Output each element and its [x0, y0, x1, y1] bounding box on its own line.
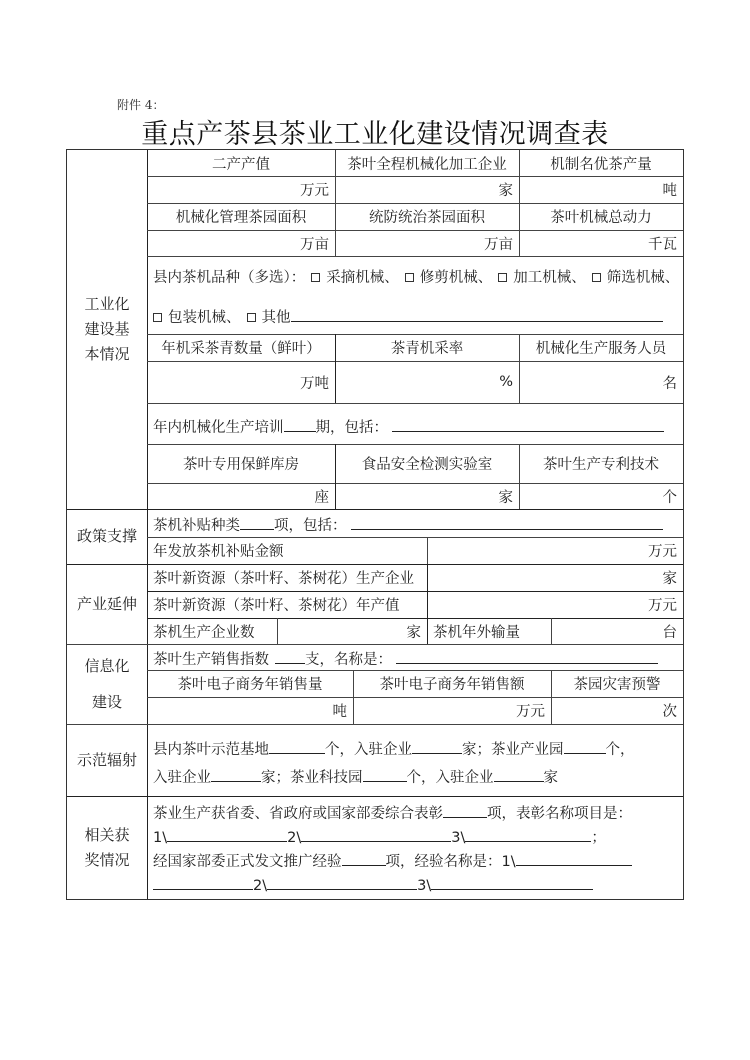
header-food-safety-lab: 食品安全检测实验室: [361, 457, 493, 473]
header-mechanized-garden-area: 机械化管理茶园面积: [175, 210, 307, 226]
award-text: 3\: [417, 878, 432, 894]
input-machine-picked-leaves[interactable]: 万吨: [300, 375, 329, 392]
header-ecommerce-sales: 茶叶电子商务年销售额: [379, 677, 525, 693]
section-label-line: 信息化: [84, 657, 130, 675]
subsidy-line: [153, 514, 663, 535]
awards-line-4: [153, 874, 593, 894]
input-tech-park-enterprises[interactable]: [494, 766, 544, 782]
input-machine-enterprises[interactable]: 家: [406, 624, 421, 641]
award-text: ；: [591, 830, 606, 846]
section-label-line: 相关获: [84, 825, 130, 844]
input-training-sessions[interactable]: [284, 416, 316, 432]
input-machine-picking-rate[interactable]: %: [499, 374, 513, 390]
section-label-industrial: [67, 150, 147, 509]
annual-subsidy-label: 年发放茶机补贴金额: [153, 544, 284, 560]
input-experience-1[interactable]: [516, 850, 632, 866]
input-subsidy-content[interactable]: [351, 514, 663, 530]
demonstration-line-1: [153, 738, 635, 759]
header-ecommerce-volume: 茶叶电子商务年销售量: [177, 677, 323, 693]
section-label-line: 本情况: [84, 344, 130, 363]
option-processing: 加工机械、: [513, 270, 586, 286]
input-ecommerce-sales[interactable]: 万元: [516, 704, 545, 720]
demo-text: 县内茶叶示范基地: [153, 742, 269, 758]
checkbox-pruning[interactable]: [405, 273, 414, 282]
input-experience-3[interactable]: [431, 874, 593, 890]
section-label-line: 奖情况: [84, 850, 130, 869]
demo-text: 家: [543, 770, 558, 786]
checkbox-screening[interactable]: [592, 273, 601, 282]
section-label-text: 产业延伸: [76, 594, 137, 613]
award-text: 2\: [253, 878, 268, 894]
input-new-resource-enterprises[interactable]: 家: [662, 571, 677, 587]
award-text: 项，经验名称是：1\: [385, 854, 516, 870]
section-label-awards: [67, 796, 147, 899]
input-other-varieties[interactable]: [291, 306, 663, 322]
header-secondary-output: 二产产值: [212, 156, 270, 173]
input-annual-subsidy[interactable]: 万元: [648, 544, 677, 560]
index-line: [153, 648, 658, 669]
awards-line-3: [153, 850, 632, 871]
section-label-extension: [67, 564, 147, 644]
input-award-1[interactable]: [167, 826, 287, 842]
demo-text: 入驻企业: [153, 770, 211, 786]
option-picking: 采摘机械、: [326, 270, 399, 286]
section-label-line: 建设: [91, 693, 122, 711]
option-other: 其他: [261, 310, 291, 326]
input-ecommerce-volume[interactable]: 吨: [332, 704, 347, 720]
demo-text: 家；茶业产业园: [462, 742, 564, 758]
survey-table: [66, 149, 684, 900]
header-cold-storage: 茶叶专用保鲜库房: [183, 457, 299, 473]
new-resource-value-label: 茶叶新资源（茶叶籽、茶树花）年产值: [153, 598, 400, 614]
option-pruning: 修剪机械、: [419, 270, 493, 286]
header-machine-picked-leaves: 年机采茶青数量（鲜叶）: [161, 341, 321, 357]
varieties-line-2: [147, 306, 663, 327]
input-secondary-output[interactable]: 万元: [300, 183, 329, 199]
input-experience-1-cont[interactable]: [153, 874, 253, 890]
input-new-resource-value[interactable]: 万元: [648, 598, 677, 614]
checkbox-other[interactable]: [247, 313, 256, 322]
section-label-information: [67, 644, 147, 724]
subsidy-mid: 项，包括：: [274, 518, 347, 534]
awards-line-2: [153, 826, 606, 847]
checkbox-packaging[interactable]: [153, 313, 162, 322]
input-cold-storage[interactable]: 座: [314, 489, 329, 506]
header-premium-tea-output: 机制名优茶产量: [550, 156, 652, 173]
header-service-personnel: 机械化生产服务人员: [535, 341, 667, 357]
training-line: [153, 416, 664, 437]
award-text: 2\: [287, 830, 302, 846]
new-resource-enterprises-label: 茶叶新资源（茶叶籽、茶树花）生产企业: [153, 571, 414, 587]
input-food-safety-lab[interactable]: 家: [498, 489, 513, 506]
demo-text: 个，入驻企业: [406, 770, 494, 786]
input-index-count[interactable]: [275, 648, 305, 664]
input-award-2[interactable]: [301, 826, 451, 842]
attachment-label: 附件 4：: [117, 98, 165, 112]
header-machine-picking-rate: 茶青机采率: [390, 341, 464, 357]
header-pest-control-area: 统防统治茶园面积: [369, 210, 485, 226]
section-label-demonstration: [67, 724, 147, 796]
section-label-line: 建设基: [84, 320, 130, 339]
checkbox-picking[interactable]: [311, 273, 320, 282]
header-patents: 茶叶生产专利技术: [543, 457, 659, 473]
index-prefix: 茶叶生产销售指数: [153, 652, 269, 668]
machine-enterprises-label: 茶机生产企业数: [153, 624, 255, 641]
training-prefix: 年内机械化生产培训: [153, 420, 284, 436]
award-text: 1\: [153, 830, 168, 846]
award-text: 茶业生产获省委、省政府或国家部委综合表彰: [153, 806, 443, 822]
input-mechanized-enterprises[interactable]: 家: [498, 183, 513, 199]
input-training-content[interactable]: [392, 416, 664, 432]
input-index-names[interactable]: [396, 648, 658, 664]
section-label-policy: [67, 509, 147, 564]
checkbox-processing[interactable]: [498, 273, 507, 282]
input-mechanized-garden-area[interactable]: 万亩: [300, 236, 329, 253]
input-machine-power[interactable]: 千瓦: [648, 236, 677, 253]
option-screening: 筛选机械、: [606, 270, 680, 286]
varieties-line-1: [153, 266, 679, 287]
header-mechanized-enterprises: 茶叶全程机械化加工企业: [347, 156, 507, 173]
input-premium-tea-output[interactable]: 吨: [662, 183, 677, 199]
varieties-prefix: 县内茶机品种（多选）：: [153, 270, 306, 286]
input-patents[interactable]: 个: [662, 489, 677, 506]
section-label-text: 政策支撑: [76, 527, 137, 546]
input-experience-2[interactable]: [267, 874, 417, 890]
index-mid: 支，名称是：: [305, 652, 392, 668]
award-text: 经国家部委正式发文推广经验: [153, 854, 342, 870]
option-packaging: 包装机械、: [168, 310, 241, 326]
input-demo-base-enterprises[interactable]: [412, 738, 462, 754]
subsidy-prefix: 茶机补贴种类: [153, 518, 240, 534]
header-machine-power: 茶叶机械总动力: [550, 210, 652, 226]
input-tech-parks[interactable]: [363, 766, 407, 782]
training-mid: 期，包括：: [315, 420, 388, 436]
awards-line-1: [153, 802, 632, 823]
award-text: 3\: [451, 830, 466, 846]
input-subsidy-types[interactable]: [240, 514, 274, 530]
input-award-3[interactable]: [465, 826, 591, 842]
input-service-personnel[interactable]: 名: [662, 375, 677, 392]
input-park-enterprises[interactable]: [211, 766, 261, 782]
header-disaster-warning: 茶园灾害预警: [573, 677, 661, 693]
input-pest-control-area[interactable]: 万亩: [484, 236, 513, 253]
page-title: 重点产茶县茶业工业化建设情况调查表: [141, 119, 609, 150]
input-experience-count[interactable]: [342, 850, 386, 866]
demo-text: 家；茶业科技园: [261, 770, 363, 786]
input-disaster-warning[interactable]: 次: [662, 704, 677, 720]
input-award-count[interactable]: [443, 802, 487, 818]
section-label-text: 示范辐射: [76, 750, 137, 769]
award-text: 项，表彰名称项目是：: [487, 806, 632, 822]
machine-export-label: 茶机年外输量: [433, 624, 520, 641]
demo-text: 个，: [605, 742, 635, 758]
input-demo-bases[interactable]: [269, 738, 325, 754]
section-label-line: 工业化: [84, 295, 130, 314]
input-machine-export[interactable]: 台: [662, 624, 677, 641]
section-divider: [147, 150, 148, 899]
demonstration-line-2: [153, 766, 558, 787]
input-industrial-parks[interactable]: [564, 738, 606, 754]
demo-text: 个，入驻企业: [325, 742, 412, 758]
